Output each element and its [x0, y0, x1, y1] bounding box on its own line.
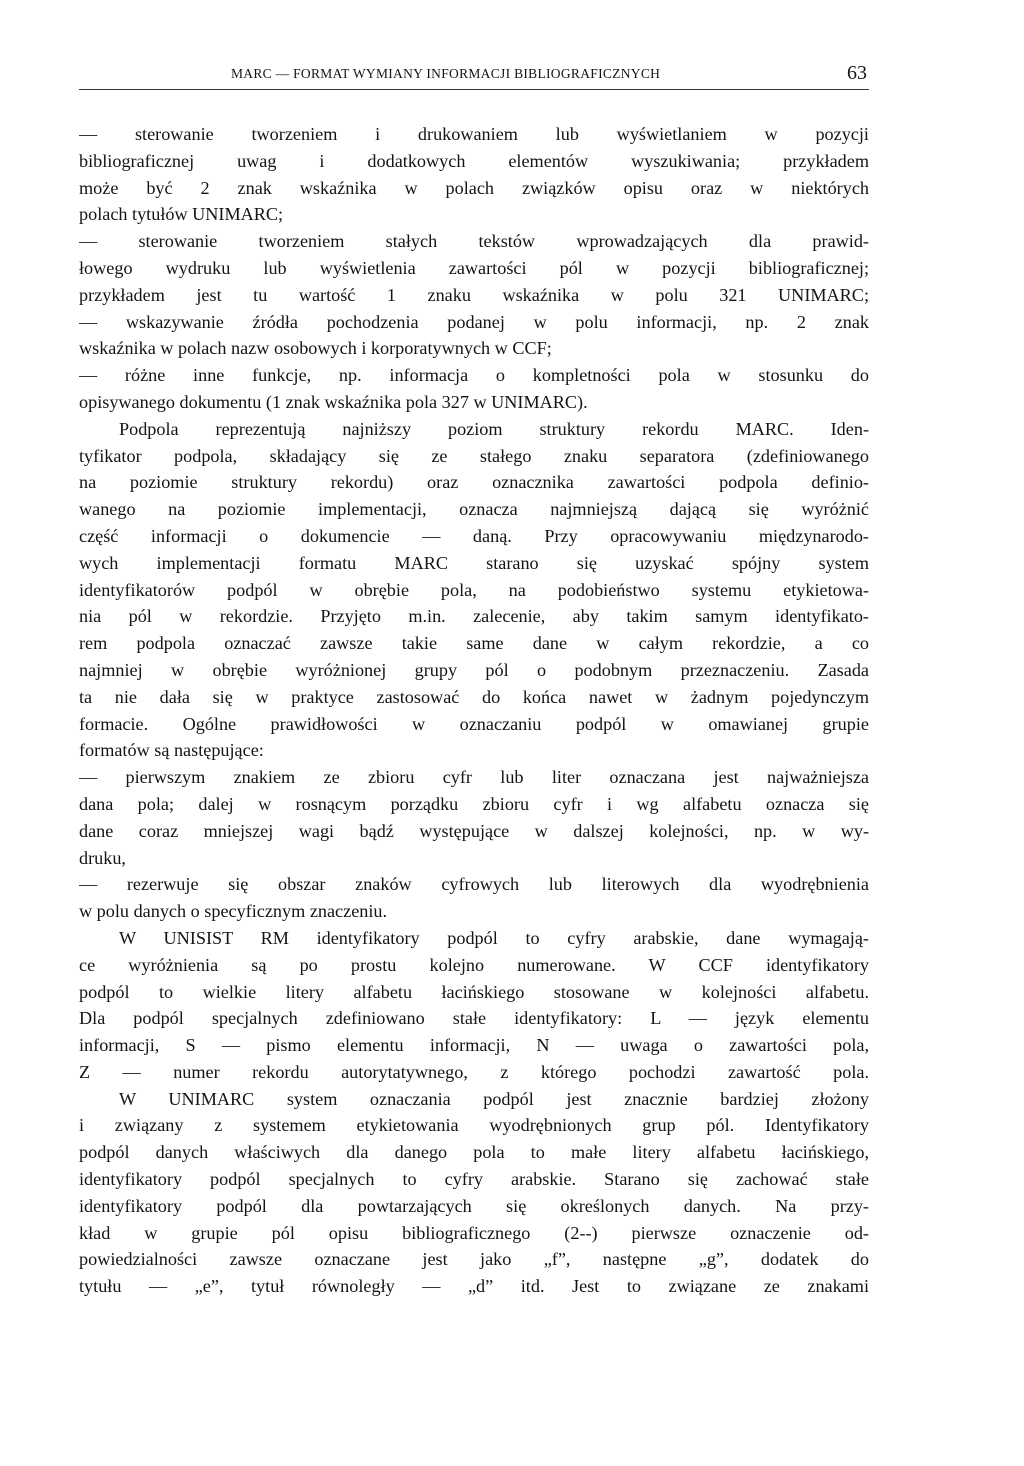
text-line: formacie. Ogólne prawidłowości w oznaczaniu podpól w omawianej grupie [79, 713, 869, 734]
text-line: — pierwszym znakiem ze zbioru cyfr lub liter oznaczana jest najważniejsza [79, 767, 869, 788]
text-line: — wskazywanie źródła pochodzenia podanej w polu informacji, np. 2 znak [79, 311, 869, 332]
text-line: najmniej w obrębie wyróżnionej grupy pól o podobnym przeznaczeniu. Zasada [79, 659, 869, 680]
text-line: wanego na poziomie implementacji, oznacza najmniejszą dającą się wyróżnić [79, 499, 869, 520]
text-line: kład w grupie pól opisu bibliograficznego (2--) pierwsze oznaczenie od- [79, 1222, 869, 1243]
text-line: dane coraz mniejszej wagi bądź występujące w dalszej kolejności, np. w wy- [79, 820, 869, 841]
text-line: identyfikatory podpól specjalnych to cyfry arabskie. Starano się zachować stałe [79, 1169, 869, 1190]
text-line: informacji, S — pismo elementu informacji, N — uwaga o zawartości pola, [79, 1035, 869, 1056]
text-line: — sterowanie tworzeniem i drukowaniem lub wyświetlaniem w pozycji [79, 124, 869, 144]
text-line: W UNIMARC system oznaczania podpól jest znacznie bardziej złożony [119, 1088, 869, 1109]
document-page [79, 0, 869, 1466]
text-line: przykładem jest tu wartość 1 znaku wskaźnika w polu 321 UNIMARC; [79, 284, 869, 305]
text-line: W UNISIST RM identyfikatory podpól to cyfry arabskie, dane wymagają- [119, 927, 869, 948]
text-line: może być 2 znak wskaźnika w polach związków opisu oraz w niektórych [79, 177, 869, 198]
text-line: ce wyróżnienia są po prostu kolejno numerowane. W CCF identyfikatory [79, 954, 869, 975]
text-line: powiedzialności zawsze oznaczane jest jako „f”, następne „g”, dodatek do [79, 1249, 869, 1270]
text-line: łowego wydruku lub wyświetlenia zawartości pól w pozycji bibliograficznej; [79, 257, 869, 278]
text-line: część informacji o dokumencie — daną. Przy opracowywaniu międzynarodo- [79, 525, 869, 546]
text-line: identyfikatorów podpól w obrębie pola, na podobieństwo systemu etykietowa- [79, 579, 869, 600]
text-line: polach tytułów UNIMARC; [79, 204, 284, 225]
text-line: formatów są następujące: [79, 740, 264, 761]
text-line: tyfikator podpola, składający się ze stałego znaku separatora (zdefiniowanego [79, 445, 869, 466]
body-text [79, 121, 869, 1300]
page-header [79, 62, 869, 94]
text-line: ta nie dała się w praktyce zastosować do końca nawet w żadnym pojedynczym [79, 686, 869, 707]
text-line: — sterowanie tworzeniem stałych tekstów wprowadzających dla prawid- [79, 231, 869, 252]
text-line: tytułu — „e”, tytuł równoległy — „d” itd. Jest to związane ze znakami [79, 1276, 869, 1297]
text-line: nia pól w rekordzie. Przyjęto m.in. zalecenie, aby takim samym identyfikato- [79, 606, 869, 627]
text-line: opisywanego dokumentu (1 znak wskaźnika pola 327 w UNIMARC). [79, 391, 588, 412]
header-rule [79, 89, 869, 90]
page-number: 63 [847, 62, 867, 84]
text-line: wych implementacji formatu MARC starano się uzyskać spójny system [79, 552, 869, 573]
text-line: i związany z systemem etykietowania wyodrębnionych grup pól. Identyfikatory [79, 1115, 869, 1136]
running-title: MARC — FORMAT WYMIANY INFORMACJI BIBLIOGRAFICZNYCH [231, 66, 661, 81]
text-line: podpól danych właściwych dla danego pola to małe litery alfabetu łacińskiego, [79, 1142, 869, 1163]
text-line: bibliograficznej uwag i dodatkowych elementów wyszukiwania; przykładem [79, 150, 869, 171]
text-line: — różne inne funkcje, np. informacja o kompletności pola w stosunku do [79, 365, 869, 386]
text-line: na poziomie struktury rekordu) oraz oznacznika zawartości podpola definio- [79, 472, 869, 493]
text-line: — rezerwuje się obszar znaków cyfrowych lub literowych dla wyodrębnienia [79, 874, 869, 895]
text-line: dana pola; dalej w rosnącym porządku zbioru cyfr i wg alfabetu oznacza się [79, 793, 869, 814]
text-line: rem podpola oznaczać zawsze takie same dane w całym rekordzie, a co [79, 633, 869, 654]
text-line: druku, [79, 847, 126, 868]
text-line: identyfikatory podpól dla powtarzających się określonych danych. Na przy- [79, 1195, 869, 1216]
text-line: Podpola reprezentują najniższy poziom struktury rekordu MARC. Iden- [119, 418, 869, 439]
text-line: wskaźnika w polach nazw osobowych i korporatywnych w CCF; [79, 338, 552, 359]
text-line: Dla podpól specjalnych zdefiniowano stałe identyfikatory: L — język elementu [79, 1008, 869, 1029]
text-line: w polu danych o specyficznym znaczeniu. [79, 901, 388, 922]
text-line: podpól to wielkie litery alfabetu łacińskiego stosowane w kolejności alfabetu. [79, 981, 869, 1002]
text-line: Z — numer rekordu autorytatywnego, z którego pochodzi zawartość pola. [79, 1061, 869, 1082]
